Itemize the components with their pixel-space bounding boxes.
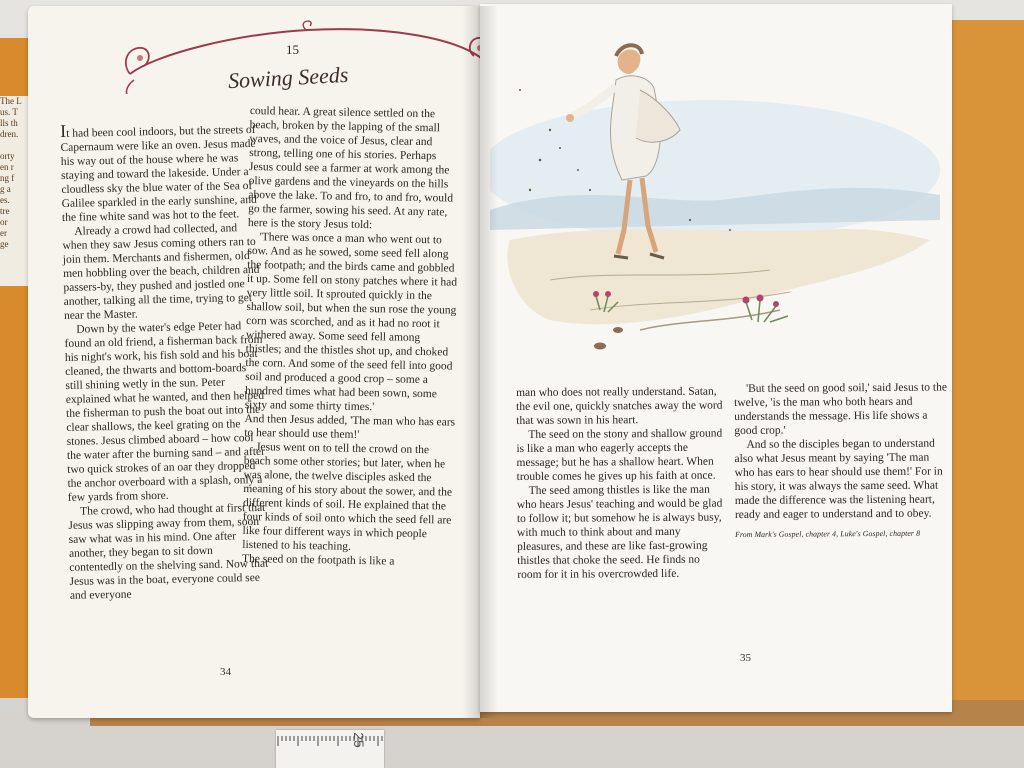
- paragraph: [68, 501, 270, 603]
- ruler-number: 25: [350, 732, 367, 748]
- paragraph-text: man who does not really understand. Satan, the evil one, quickly snatches away the word that was sown in his heart.: [516, 385, 723, 427]
- ruler-ticks: [276, 736, 384, 756]
- paragraph: [242, 552, 454, 570]
- background-book-text: orty: [0, 151, 15, 161]
- sower-illustration: [490, 30, 940, 370]
- page-number-left: 34: [220, 666, 231, 678]
- right-column-2: [734, 380, 951, 542]
- background-book-text: en r: [0, 162, 14, 172]
- paragraph-text: t had been cool indoors, but the streets of Capernaum were like an oven. Jesus made his way out of the house where he was staying and toward the lakeside. Under a cloudless sky the blue water of the Sea of Galilee sparkled in the early sunshine, and the fine white sand was hot to the feet.: [60, 123, 257, 224]
- left-page: [28, 6, 480, 718]
- background-book-text: dren.: [0, 129, 19, 139]
- background-book-text: es.: [0, 195, 10, 205]
- left-column-2: [242, 104, 462, 570]
- paragraph: [734, 436, 951, 522]
- paragraph: [242, 440, 456, 556]
- paragraph-text: The seed on the stony and shallow ground is like a man who eagerly accepts the message; but he has a shallow heart. When trouble comes he gives up his faith at once.: [516, 427, 723, 483]
- paragraph: [64, 319, 268, 505]
- birds: [594, 327, 623, 350]
- chapter-number: 15: [286, 42, 299, 57]
- paragraph-text: 'But the seed on good soil,' said Jesus to the twelve, 'is the man who both hears and understands the message. His life shows a good crop.': [734, 381, 948, 437]
- paragraph: [248, 104, 462, 234]
- paragraph-text: And then Jesus added, 'The man who has ears to hear should use them!': [244, 412, 456, 441]
- paragraph-text: could hear. A great silence settled on the beach, broken by the lapping of the small waves, and the voice of Jesus, clear and strong, telling one of his stories. Perhaps Jesus could see a farmer at work among the olive gardens and the vineyards on the hills above the lake. To and fro, to and fro, would go the farmer, sowing his seed. At any rate, here is the story Jesus told:: [247, 104, 454, 232]
- paragraph: [60, 120, 262, 225]
- paragraph-text: And so the disciples began to understand also what Jesus meant by saying 'The man who has ears to hear should use them!' For in his story, it was always the same seed. What made the difference was the listening heart, ready and eager to understand and to obey.: [734, 437, 943, 521]
- paragraph-text: The seed among thistles is like the man who hears Jesus' teaching and would be glad to follow it; but somehow he is always busy, with much to think about and many pleasures, and these are like fast-growing thistles that choke the seed. He finds no room for it in his overcrowded life.: [516, 483, 723, 581]
- background-book-text: lls th: [0, 118, 18, 128]
- page-number-right: 35: [740, 652, 751, 664]
- paragraph: [244, 412, 456, 444]
- paragraph: [516, 385, 724, 428]
- paragraph: [517, 483, 726, 582]
- chapter-title: Sowing Seeds: [227, 61, 349, 94]
- paragraph: [245, 230, 460, 416]
- paragraph-text: Down by the water's edge Peter had found an old friend, a fisherman back from his night's work, his fish sold and his boat cleaned, the thwarts and bottom-boards still shining wetly in the sun. Peter explained what he wanted, and then helped the fisherman to push the boat out into the clear shallows, the keel grating on the stones. Jesus climbed aboard – how cool the water after the burning sand – and after two quick strokes of an oar they dropped the anchor overboard with a splash, only a few yards from shore.: [64, 320, 266, 504]
- background-book-text: tre: [0, 206, 10, 216]
- paragraph: [516, 427, 724, 484]
- ruler: [276, 730, 384, 768]
- left-column-1: [60, 120, 270, 603]
- paragraph-text: The crowd, who had thought at first that Jesus was slipping away from them, soon saw what was in his mind. One after another, they began to sit down contentedly on the shelving sand. Now that Jesus was in the boat, everyone could see and everyone: [68, 501, 269, 602]
- paragraph-text: Jesus went on to tell the crowd on the beach some other stories; but later, when he was alone, the twelve disciples asked the meaning of his story about the sower, and the different kinds of soil. He explained that the four kinds of soil onto which the seed fell are like four different ways in which people listened to his teaching.: [242, 441, 453, 553]
- background-book-text: ge: [0, 239, 9, 249]
- paragraph-text: Already a crowd had collected, and when they saw Jesus coming others ran to join them. Merchants and fishermen, old men hobbling over the beach, children and passers-by, they pushed and jostled one another, talking all the time, trying to get near the Master.: [62, 222, 260, 322]
- source-caption: From Mark's Gospel, chapter 4, Luke's Gospel, chapter 8: [735, 528, 921, 539]
- background-book-text: The L: [0, 96, 22, 106]
- background-book-text: ng f: [0, 173, 15, 183]
- right-column-1: [516, 385, 725, 582]
- paragraph: [734, 380, 950, 438]
- background-book-text: g a: [0, 184, 11, 194]
- paragraph-text: The seed on the footpath is like a: [241, 552, 395, 568]
- background-book-text: or: [0, 217, 8, 227]
- background-book-text: us. T: [0, 107, 18, 117]
- paragraph: [62, 221, 264, 323]
- background-book-text: er: [0, 228, 7, 238]
- book-gutter-shadow: [462, 6, 498, 718]
- drop-cap: I: [59, 120, 67, 141]
- paragraph-text: 'There was once a man who went out to sow. And as he sowed, some seed fell along the footpath; and the birds came and gobbled it up. Some fell on stony patches where it had very little soil. It sprouted quickly in the shallow soil, but when the sun rose the young corn was scorched, and as it had no root it withered away. Some seed fell among thistles; and the thistles shot up, and choked the corn. And some of the seed fell into good soil and produced a good crop – some a hundred times what had been sown, some sixty and some thirty times.': [244, 231, 458, 414]
